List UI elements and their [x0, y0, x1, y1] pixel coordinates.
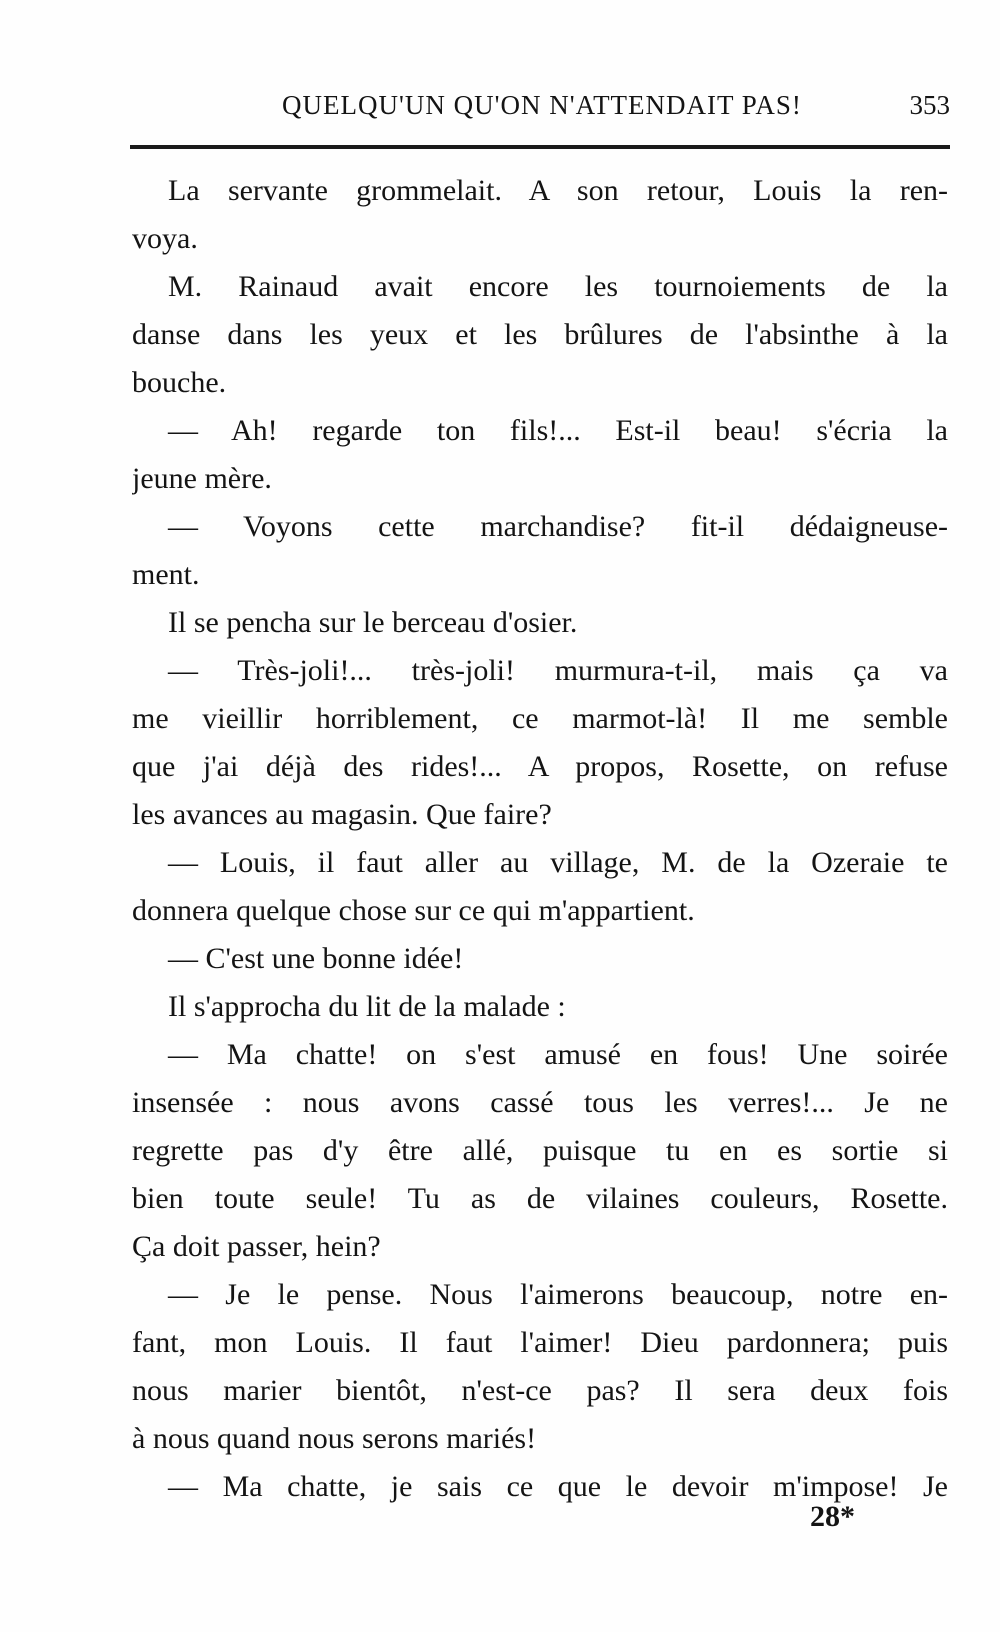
text-line: nous marier bientôt, n'est-ce pas? Il sera deux fois	[132, 1374, 948, 1407]
text-line: Il se pencha sur le berceau d'osier.	[168, 606, 578, 639]
text-line: danse dans les yeux et les brûlures de l'absinthe à la	[132, 318, 948, 351]
text-line: — Je le pense. Nous l'aimerons beaucoup, notre en-	[168, 1278, 948, 1311]
text-line: que j'ai déjà des rides!... A propos, Rosette, on refuse	[132, 750, 948, 783]
text-line: à nous quand nous serons mariés!	[132, 1422, 537, 1455]
page-number: 353	[909, 90, 950, 120]
text-line: — Ma chatte! on s'est amusé en fous! Une soirée	[168, 1038, 948, 1071]
text-line: Il s'approcha du lit de la malade :	[168, 990, 566, 1023]
header-rule	[130, 145, 950, 149]
text-line: — C'est une bonne idée!	[168, 942, 464, 975]
text-line: La servante grommelait. A son retour, Louis la ren-	[168, 174, 948, 207]
text-line: — Ma chatte, je sais ce que le devoir m'impose! Je	[168, 1470, 948, 1503]
text-line: bien toute seule! Tu as de vilaines couleurs, Rosette.	[132, 1182, 948, 1215]
text-line: ment.	[132, 558, 200, 591]
text-line: bouche.	[132, 366, 227, 399]
text-line: me vieillir horriblement, ce marmot-là! Il me semble	[132, 702, 948, 735]
text-line: voya.	[132, 222, 198, 255]
text-line: regrette pas d'y être allé, puisque tu en es sortie si	[132, 1134, 948, 1167]
text-line: insensée : nous avons cassé tous les verres!... Je ne	[132, 1086, 948, 1119]
text-line: M. Rainaud avait encore les tournoiements de la	[168, 270, 948, 303]
text-line: jeune mère.	[132, 462, 272, 495]
text-line: — Voyons cette marchandise? fit-il dédaigneuse-	[168, 510, 948, 543]
text-line: les avances au magasin. Que faire?	[132, 798, 552, 831]
text-line: — Louis, il faut aller au village, M. de la Ozeraie te	[168, 846, 948, 879]
running-head	[130, 90, 950, 130]
text-line: Ça doit passer, hein?	[132, 1230, 381, 1263]
signature-mark: 28*	[810, 1500, 855, 1533]
text-line: — Ah! regarde ton fils!... Est-il beau! s'écria la	[168, 414, 948, 447]
running-title: QUELQU'UN QU'ON N'ATTENDAIT PAS!	[282, 90, 802, 120]
text-line: donnera quelque chose sur ce qui m'appartient.	[132, 894, 695, 927]
text-line: — Très-joli!... très-joli! murmura-t-il, mais ça va	[168, 654, 948, 687]
text-line: fant, mon Louis. Il faut l'aimer! Dieu pardonnera; puis	[132, 1326, 948, 1359]
body-text	[132, 167, 948, 1511]
